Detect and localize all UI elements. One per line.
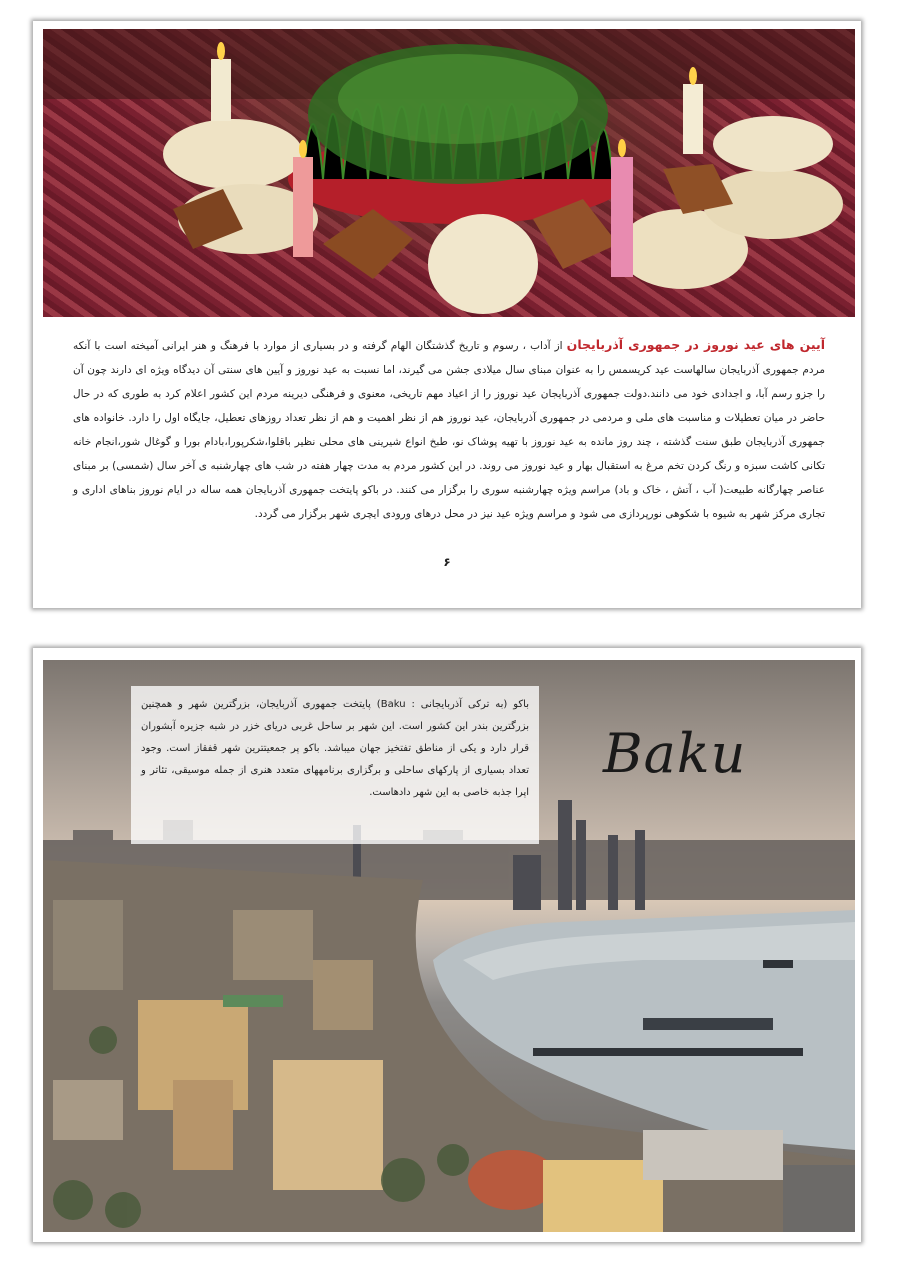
article-body: از آداب ، رسوم و تاریخ گذشتگان الهام گرفته و در بسیاری از موارد با فرهنگ و هنر ایرانی آمیخته است با آنکه مردم جمهوری آذربایجان سالهاست عید کریسمس را به عنوان مبنای سال میلادی جشن می گیرند، اما نسبت به عید نوروز و آیین های سنتی آن دیدگاه ویژه ای دارند چون آن را جزو رسم آبا، و اجدادی خود می دانند.دولت جمهوری آذربایجان عید نوروز را از اعیاد مهم تاریخی، معنوی و فرهنگی دیرینه مردم این کشور اعلام کرد به طوری که در حال حاضر در میان تعطیلات و مناسبت های ملی و مردمی در جمهوری آذربایجان، عید نوروز هم از نظر اهمیت و هم از نظر تعداد روزهای تعطیل، جایگاه اول را دارد. خانواده های جمهوری آذربایجان طبق سنت گذشته ، چند روز مانده به عید نوروز با تهیه پوشاک نو، طبخ انواع شیرینی های محلی نظیر باقلوا،شکرپورا،بادام بورا و گوغال شور،انجام خانه تکانی کاشت سبزه و رنگ کردن تخم مرغ به استقبال بهار و عید نوروز می روند. در این کشور مردم به مدت چهار هفته در شب های چهارشنبه ی آخر سال (شمسی) بر مبنای عناصر چهارگانه طبیعت( آب ، آتش ، خاک و باد) مراسم ویژه چهارشنبه سوری را برگزار می کنند. در باکو پایتخت جمهوری آذربایجان همه ساله در ایام نوروز بناهای اداری و تجاری مرکز شهر به شیوه با شکوهی نورپردازی می شود و مراسم ویژه عید نیز در محل درهای ورودی ایچری شهر برگزار می گردد. (73, 340, 825, 520)
page-baku (33, 648, 861, 1242)
page-number: ۶ (443, 555, 451, 569)
baku-city-photo (43, 660, 855, 1232)
page-6 (33, 21, 861, 608)
baku-title: Baku (603, 722, 747, 785)
novruz-table-photo (43, 29, 855, 317)
baku-description-box: باکو (به ترکی آذربایجانی : Baku) پایتخت جمهوری آذربایجان، بزرگترین شهر و همچنین بزرگترین بندر این کشور است. این شهر بر ساحل غربی دریای خزر در شبه جزیره آبشوران قرار دارد و یکی از مناطق تفتخیز جهان میباشد. باکو پر جمعیتترین شهر قفقاز است. وجود تعداد بسیاری از پارکهای ساحلی و برگزاری برنامههای متعدد هنری از جمله موسیقی، تئاتر و اپرا جذبه خاصی به این شهر دادهاست. (131, 686, 539, 844)
article-title: آیین های عید نوروز در جمهوری آذربایجان (566, 337, 825, 352)
novruz-table-illustration (43, 29, 855, 317)
novruz-article (73, 333, 825, 526)
